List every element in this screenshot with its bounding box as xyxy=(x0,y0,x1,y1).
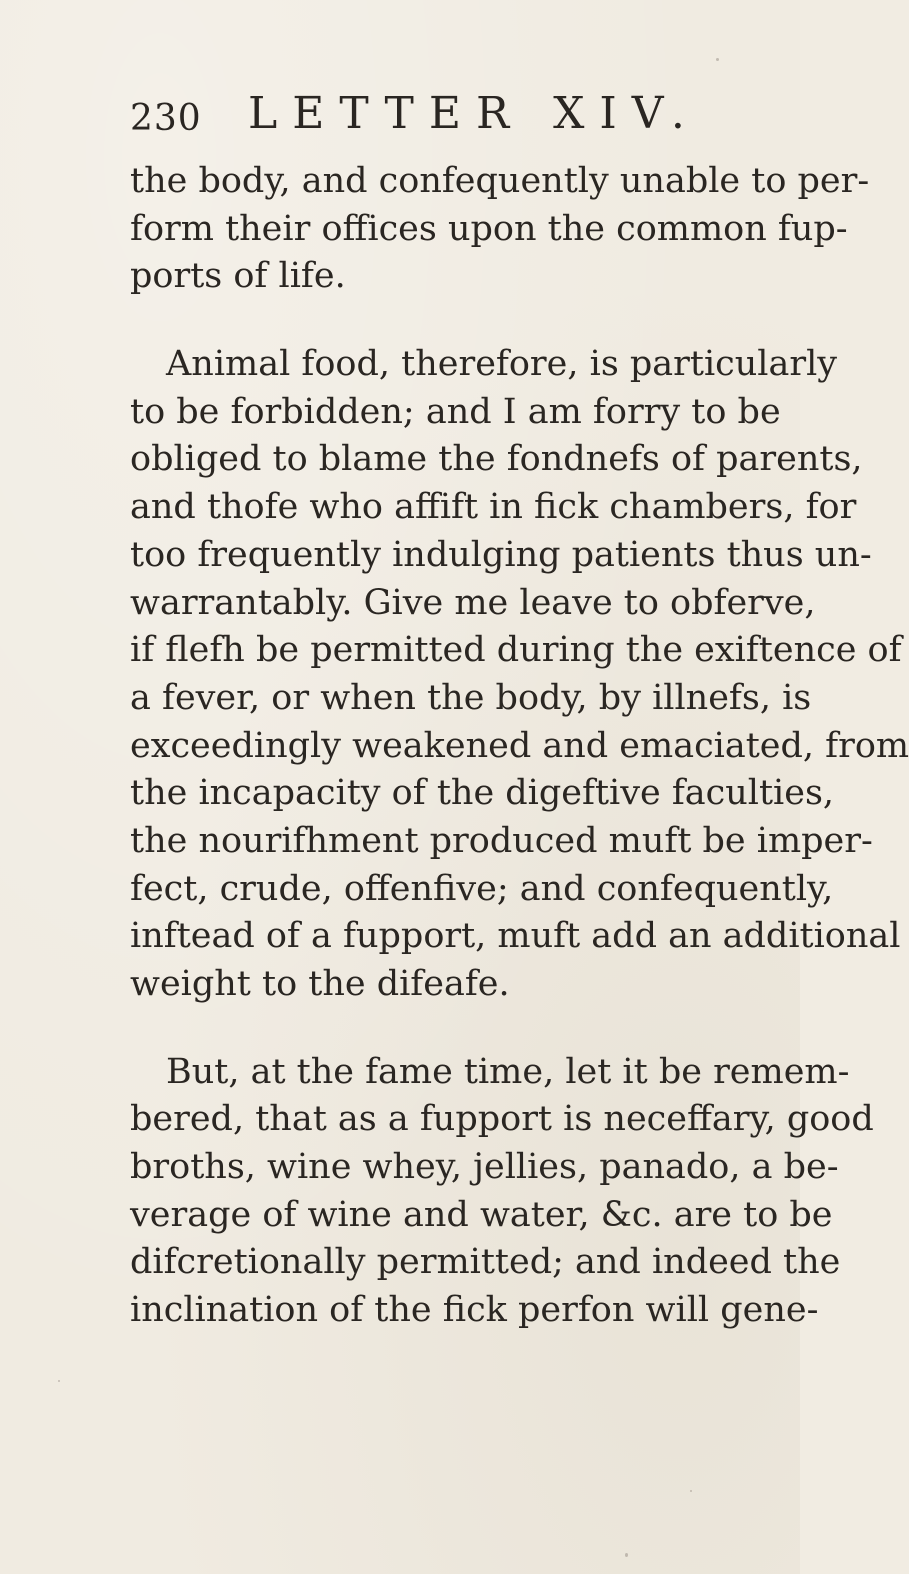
paper-speck xyxy=(58,1380,60,1382)
text-line: weight to the difeafe. xyxy=(130,964,510,1004)
text-line: Animal food, therefore, is particularly xyxy=(166,344,838,385)
text-line: the incapacity of the digeftive faculties, xyxy=(130,773,835,814)
text-line: obliged to blame the fondnefs of parents, xyxy=(130,439,863,480)
text-line: difcretionally permitted; and indeed the xyxy=(130,1242,841,1283)
paper-speck xyxy=(690,1490,692,1492)
running-head: LETTER XIV. xyxy=(248,88,700,139)
page-header xyxy=(130,88,770,148)
text-line: But, at the fame time, let it be remem- xyxy=(166,1051,850,1092)
text-line: broths, wine whey, jellies, panado, a be- xyxy=(130,1147,839,1188)
paragraph-3 xyxy=(130,1049,874,1335)
text-line: and thofe who affift in fick chambers, for xyxy=(130,487,857,528)
text-line: warrantably. Give me leave to obferve, xyxy=(130,582,816,623)
paper-speck xyxy=(716,58,719,61)
text-line: exceedingly weakened and emaciated, from xyxy=(130,725,909,766)
paragraph-1 xyxy=(130,158,870,301)
body-text xyxy=(130,158,909,1335)
text-line: verage of wine and water, &c. are to be xyxy=(130,1194,833,1235)
paragraph-2 xyxy=(130,341,909,1009)
text-line: fect, crude, offenfive; and confequently, xyxy=(130,868,834,909)
text-line: a fever, or when the body, by illnefs, is xyxy=(130,677,812,718)
page-number: 230 xyxy=(130,98,202,139)
text-line: inclination of the fick perfon will gene- xyxy=(130,1290,819,1331)
text-line: form their offices upon the common fup- xyxy=(130,208,848,249)
text-line: the nourifhment produced muft be imper- xyxy=(130,820,873,861)
text-line: bered, that as a fupport is neceffary, good xyxy=(130,1099,874,1140)
text-line: too frequently indulging patients thus un- xyxy=(130,534,872,575)
text-line: inftead of a fupport, muft add an additional xyxy=(130,916,901,957)
text-line: the body, and confequently unable to per- xyxy=(130,161,870,201)
text-line: to be forbidden; and I am forry to be xyxy=(130,391,781,432)
paper-speck xyxy=(625,1553,628,1557)
text-line: if flefh be permitted during the exiftence of xyxy=(130,630,902,671)
text-line: ports of life. xyxy=(130,256,346,297)
